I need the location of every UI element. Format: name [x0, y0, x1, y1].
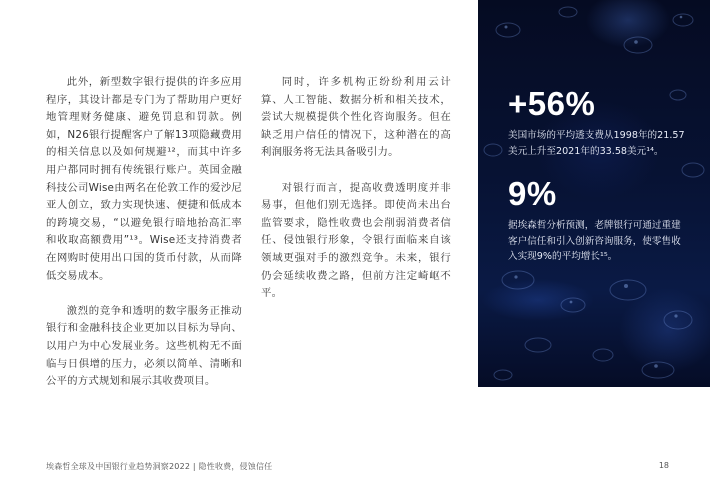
stat-description: 美国市场的平均透支费从1998年的21.57美元上升至2021年的33.58美元¹⁴。 [508, 130, 685, 157]
paragraph: 同时，许多机构正纷纷利用云计算、人工智能、数据分析和相关技术，尝试大规模提供个性化咨询服务。但在缺乏用户信任的情况下，这种潜在的高利润服务将无法具备吸引力。 [261, 76, 451, 159]
stat-value: 9% [508, 175, 557, 212]
stat-block [508, 176, 688, 265]
stats-sidebar [478, 0, 710, 387]
page-number: 18 [658, 461, 669, 470]
text-column-middle [261, 74, 451, 320]
stat-description: 据埃森哲分析预测，老牌银行可通过重建客户信任和引入创新咨询服务，使零售收入实现9%的平均增长¹⁵。 [508, 220, 681, 262]
text-column-left [46, 74, 242, 408]
stat-block [508, 86, 688, 159]
stat-value: +56% [508, 85, 596, 122]
paragraph: 此外，新型数字银行提供的许多应用程序，其设计都是专门为了帮助用户更好地管理财务健康、避免罚息和罚款。例如，N26银行提醒客户了解13项隐藏费用的相关信息以及如何规避¹²，而其中许多用户都同时拥有传统银行账户。英国金融科技公司Wise由两名在伦敦工作的爱沙尼亚人创立，致力实现快速、便捷和低成本的跨境交易，“以避免银行暗地抬高汇率和收取高额费用”¹³。Wise还支持消费者在网购时使用出口国的货币付款，从而降低交易成本。 [46, 76, 242, 282]
paragraph: 激烈的竞争和透明的数字服务正推动银行和金融科技企业更加以目标为导向、以用户为中心发展业务。这些机构无不面临与日俱增的压力，必须以简单、清晰和公平的方式规划和展示其收费项目。 [46, 304, 242, 388]
footer-title: 埃森哲全球及中国银行业趋势洞察2022 | 隐性收费，侵蚀信任 [46, 462, 273, 471]
paragraph: 对银行而言，提高收费透明度并非易事，但他们别无选择。即使尚未出台监管要求，隐性收费也会削弱消费者信任、侵蚀银行形象，令银行面临来自该领域更强对手的激烈竞争。未来，银行仍会延续收费之路，但前方注定崎岖不平。 [261, 181, 451, 300]
